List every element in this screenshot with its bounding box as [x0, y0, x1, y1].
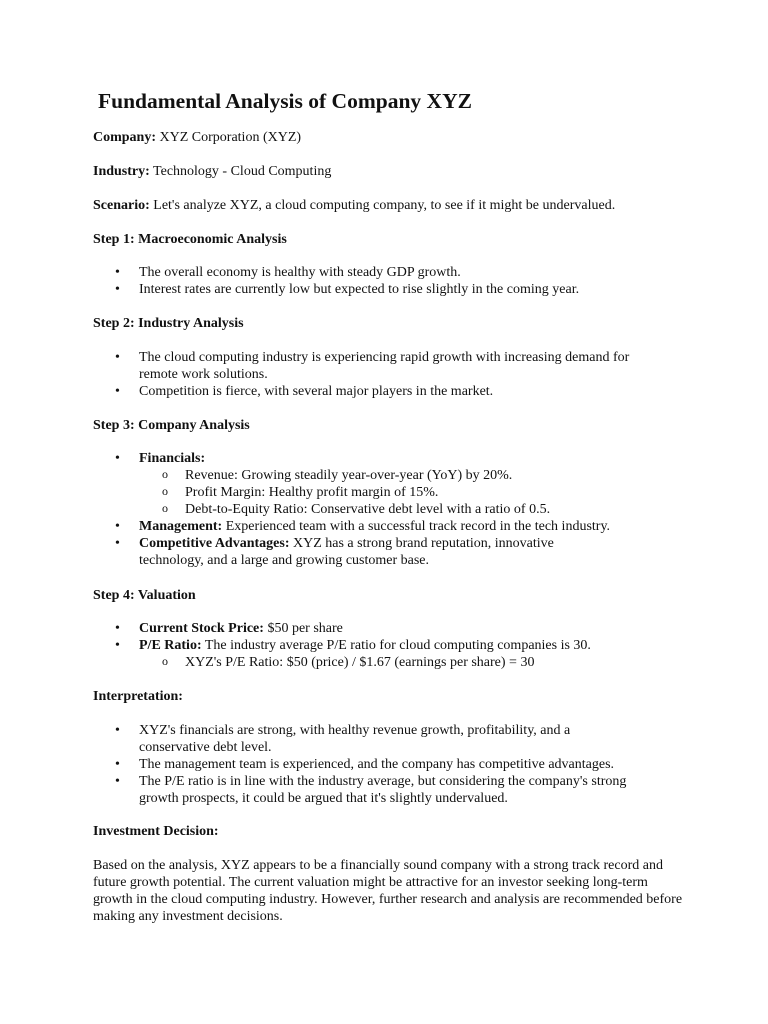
sublist-item: o Debt-to-Equity Ratio: Conservative debt level with a ratio of 0.5. [139, 501, 693, 518]
list-item: • The cloud computing industry is experiencing rapid growth with increasing demand for remote work solutions. [93, 349, 663, 383]
interpretation-list [93, 722, 668, 807]
step1-list [93, 264, 693, 298]
step4-heading: Step 4: Valuation [93, 588, 196, 603]
document-title: Fundamental Analysis of Company XYZ [98, 89, 472, 113]
interpretation-heading: Interpretation: [93, 689, 183, 704]
decision-paragraph: Based on the analysis, XYZ appears to be a financially sound company with a strong track record and future growth potential. The current valuation might be attractive for an investor seeking long-term growth in the cloud computing industry. However, further research and analysis are recommended before making any investment decisions. [93, 858, 683, 924]
sublist-item: o Revenue: Growing steadily year-over-year (YoY) by 20%. [139, 467, 693, 484]
list-item: • Competition is fierce, with several major players in the market. [93, 383, 663, 400]
pe-sublist [139, 654, 693, 671]
step1-heading: Step 1: Macroeconomic Analysis [93, 232, 287, 247]
scenario-value: Let's analyze XYZ, a cloud computing company, to see if it might be undervalued. [149, 198, 616, 213]
list-item-price: • Current Stock Price: $50 per share [93, 620, 693, 637]
scenario-label: Scenario: [93, 198, 150, 213]
list-item-management: • Management: Experienced team with a successful track record in the tech industry. [93, 518, 693, 535]
list-item: • The overall economy is healthy with steady GDP growth. [93, 264, 693, 281]
list-item: • XYZ's financials are strong, with healthy revenue growth, profitability, and a conservative debt level. [93, 722, 609, 756]
step2-list [93, 349, 663, 400]
step3-list [93, 450, 693, 569]
list-item: • The management team is experienced, and the company has competitive advantages. [93, 756, 668, 773]
industry-label: Industry: [93, 164, 150, 179]
company-value: XYZ Corporation (XYZ) [156, 130, 302, 145]
list-item: • Interest rates are currently low but expected to rise slightly in the coming year. [93, 281, 693, 298]
company-label: Company: [93, 130, 157, 145]
step2-heading: Step 2: Industry Analysis [93, 316, 244, 331]
company-line [93, 129, 301, 146]
list-item-advantages: • Competitive Advantages: XYZ has a strong brand reputation, innovative technology, and a large and growing customer base. [93, 535, 589, 569]
step4-list [93, 620, 693, 671]
list-item-financials [93, 450, 693, 518]
advantages-label: Competitive Advantages: [139, 536, 290, 551]
sublist-item: o Profit Margin: Healthy profit margin of 15%. [139, 484, 693, 501]
financials-label: Financials: [139, 451, 206, 466]
decision-heading: Investment Decision: [93, 824, 219, 839]
management-label: Management: [139, 519, 223, 534]
list-item: • The P/E ratio is in line with the industry average, but considering the company's strong growth prospects, it could be argued that it's slightly undervalued. [93, 773, 639, 807]
industry-value: Technology - Cloud Computing [149, 164, 332, 179]
sublist-item: o XYZ's P/E Ratio: $50 (price) / $1.67 (earnings per share) = 30 [139, 654, 693, 671]
industry-line [93, 163, 331, 180]
step3-heading: Step 3: Company Analysis [93, 418, 250, 433]
financials-sublist [139, 467, 693, 518]
pe-label: P/E Ratio: [139, 638, 202, 653]
list-item-pe: • P/E Ratio: The industry average P/E ratio for cloud computing companies is 30. o XYZ's P/E Ratio: $50 (price) / $1.67 (earnings per share) = 30 [93, 637, 693, 671]
price-label: Current Stock Price: [139, 621, 264, 636]
scenario-line [93, 197, 615, 214]
